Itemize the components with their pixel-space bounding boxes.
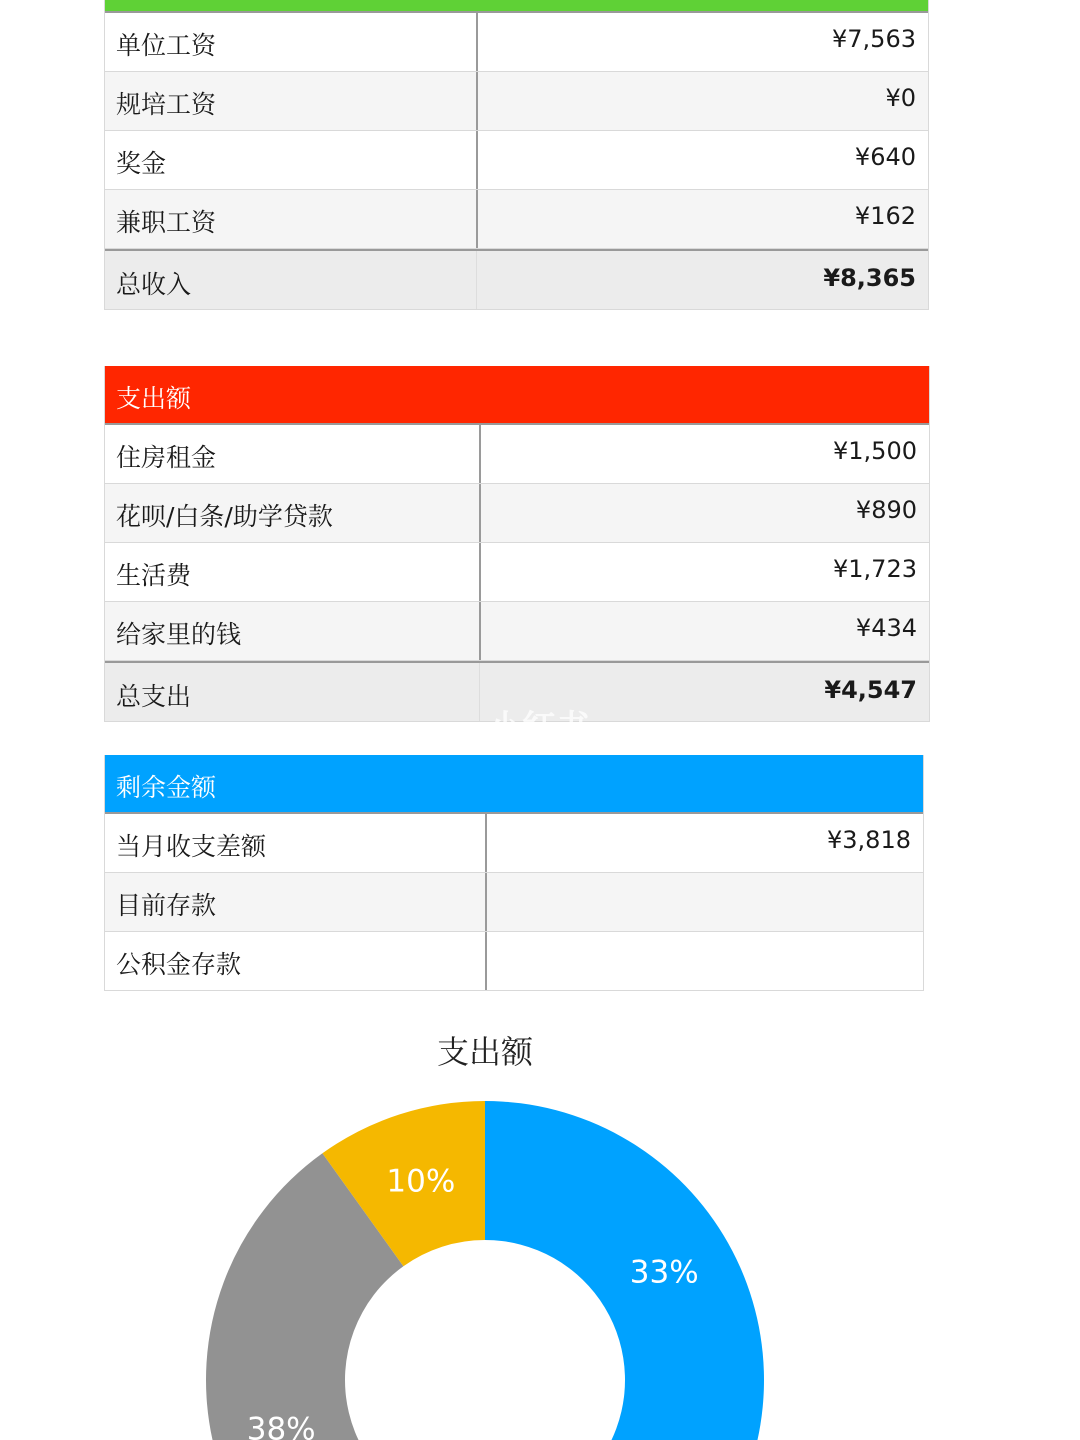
- row-value: ¥640: [854, 143, 916, 171]
- row-value: ¥434: [855, 614, 917, 642]
- row-label: 生活费: [116, 561, 192, 590]
- row-label: 奖金: [116, 149, 167, 178]
- row-label: 目前存款: [116, 891, 217, 920]
- row-label: 花呗/白条/助学贷款: [116, 502, 333, 531]
- total-value: ¥4,547: [824, 676, 917, 704]
- row-label: 规培工资: [116, 90, 217, 119]
- row-value: ¥7,563: [832, 25, 916, 53]
- chart-title: 支出额: [436, 1033, 533, 1071]
- row-label: 给家里的钱: [116, 620, 242, 649]
- slice-label-3: 10%: [386, 1163, 456, 1200]
- row-label: 兼职工资: [116, 208, 217, 237]
- row-label: 住房租金: [116, 443, 217, 472]
- total-value: ¥8,365: [823, 264, 916, 292]
- row-value: ¥890: [855, 496, 917, 524]
- row-value: ¥162: [854, 202, 916, 230]
- row-label: 公积金存款: [116, 950, 242, 979]
- remaining-title: 剩余金额: [116, 773, 217, 802]
- total-label: 总支出: [116, 682, 192, 711]
- row-label: 当月收支差额: [116, 832, 267, 861]
- row-value: ¥1,500: [833, 437, 917, 465]
- slice-label-2: 38%: [246, 1411, 316, 1440]
- row-value: ¥3,818: [827, 826, 911, 854]
- row-value: ¥1,723: [833, 555, 917, 583]
- expense-title: 支出额: [116, 384, 192, 413]
- watermark: 小红书: [488, 708, 590, 748]
- total-label: 总收入: [116, 270, 192, 299]
- slice-0: [485, 1101, 764, 1440]
- row-value: ¥0: [885, 84, 916, 112]
- slice-label-0: 33%: [629, 1254, 699, 1291]
- row-label: 单位工资: [116, 31, 217, 60]
